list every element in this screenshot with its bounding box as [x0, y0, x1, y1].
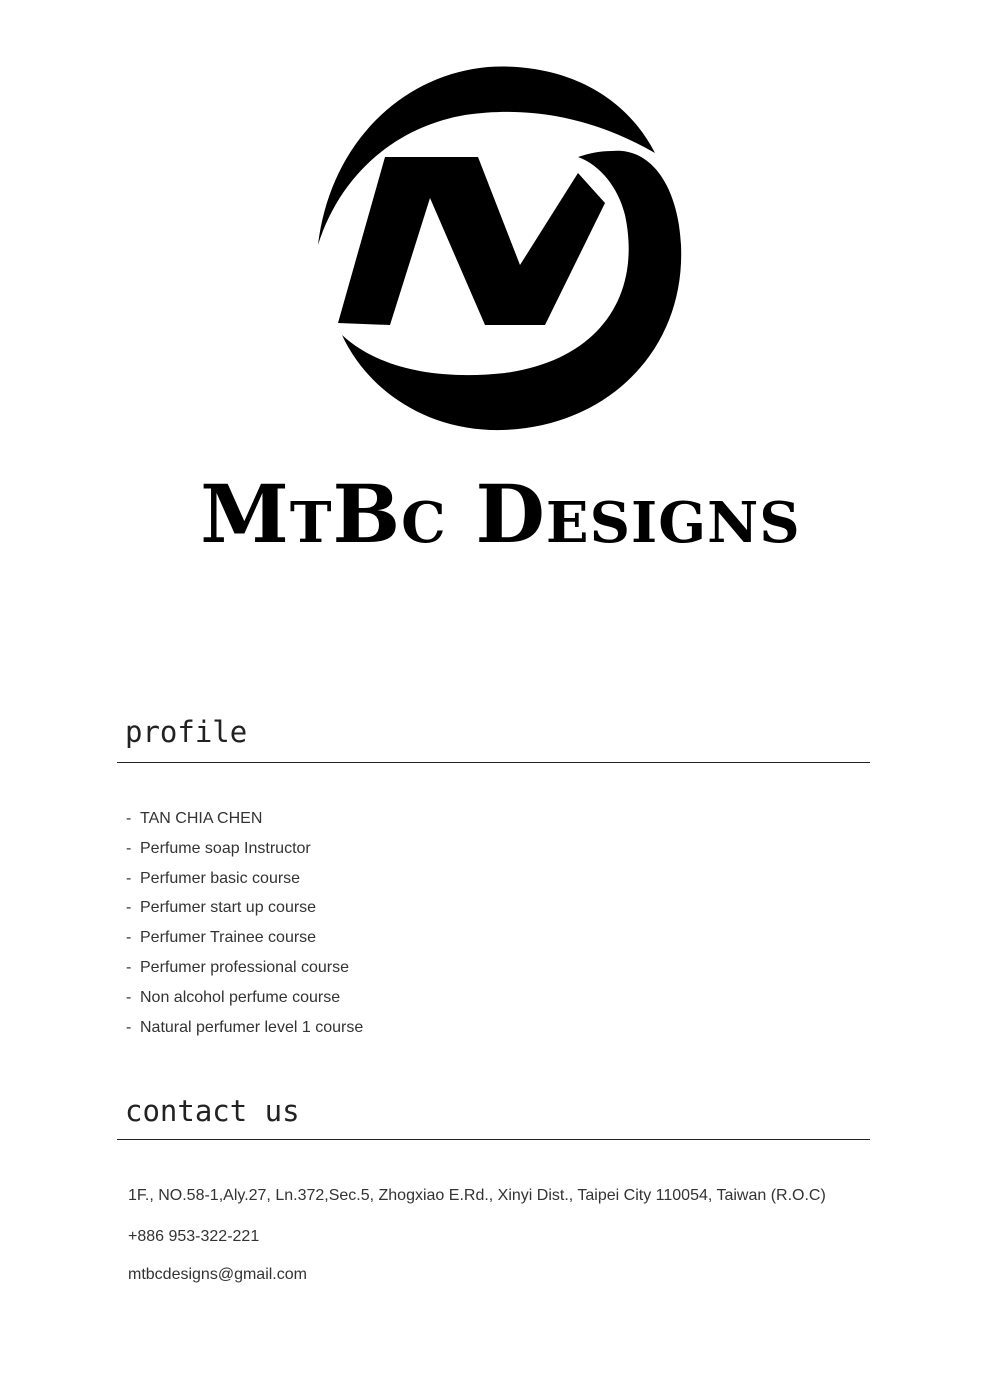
profile-item-label: Perfume soap Instructor [140, 839, 311, 857]
profile-divider [117, 762, 870, 763]
contact-heading: contact us [125, 1094, 300, 1128]
profile-heading: profile [125, 715, 248, 749]
mtbc-logo-icon [300, 55, 700, 445]
list-item [126, 864, 363, 894]
list-item [126, 804, 363, 834]
brand-name: MtBc Designs [200, 467, 801, 561]
profile-item-label: TAN CHIA CHEN [140, 810, 263, 827]
list-item [126, 983, 363, 1013]
list-item [126, 834, 363, 864]
profile-item-label: Natural perfumer level 1 course [140, 1018, 364, 1036]
contact-phone: +886 953-322-221 [128, 1228, 260, 1245]
contact-address: 1F., NO.58-1,Aly.27, Ln.372,Sec.5, Zhogxiao E.Rd., Xinyi Dist., Taipei City 110054, Taiwan (R.O.C) [128, 1187, 826, 1204]
dash-bullet: - [126, 810, 132, 827]
dash-bullet: - [126, 929, 132, 947]
profile-item-label: Perfumer Trainee course [140, 929, 317, 947]
dash-bullet: - [126, 1018, 132, 1036]
list-item [126, 953, 363, 983]
dash-bullet: - [126, 899, 132, 917]
profile-item-label: Perfumer start up course [140, 899, 317, 917]
profile-list [126, 804, 363, 1042]
list-item [126, 1013, 363, 1043]
dash-bullet: - [126, 869, 132, 887]
contact-divider [117, 1139, 870, 1140]
contact-email: mtbcdesigns@gmail.com [128, 1266, 307, 1283]
dash-bullet: - [126, 988, 132, 1006]
list-item [126, 893, 363, 923]
dash-bullet: - [126, 839, 132, 857]
dash-bullet: - [126, 958, 132, 976]
profile-item-label: Perfumer professional course [140, 958, 349, 976]
list-item [126, 923, 363, 953]
profile-item-label: Perfumer basic course [140, 869, 301, 887]
profile-item-label: Non alcohol perfume course [140, 988, 341, 1006]
